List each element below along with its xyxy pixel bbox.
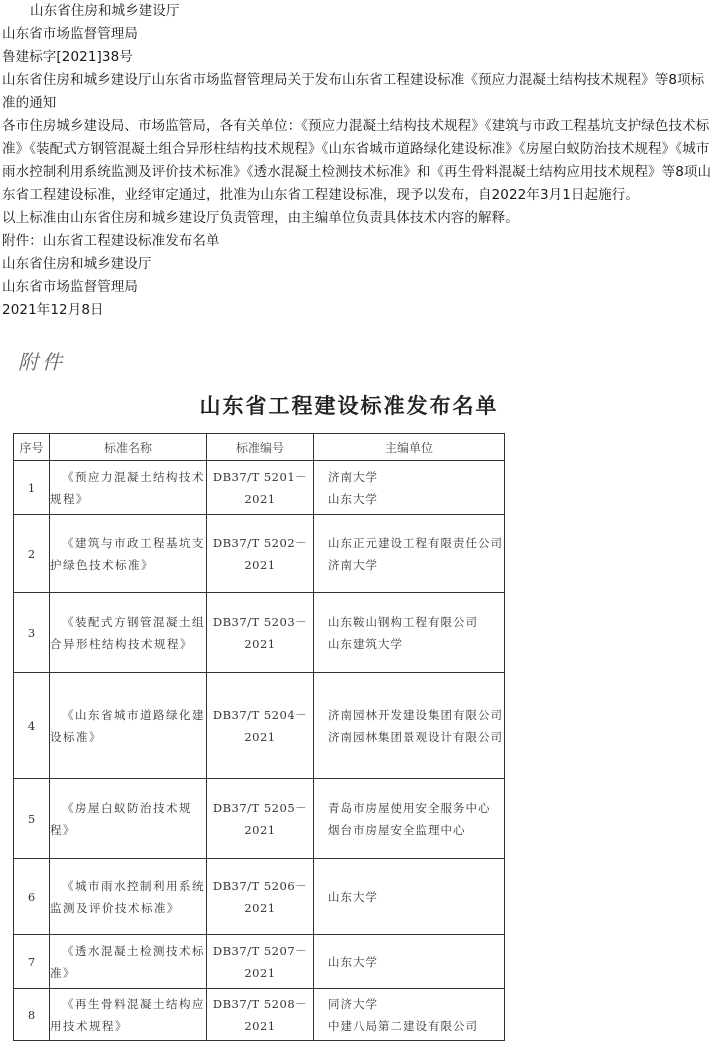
issuer-line-1: 山东省住房和城乡建设厅 — [30, 3, 180, 19]
table-row — [14, 673, 505, 779]
signature-2: 山东省市场监督管理局 — [2, 279, 138, 295]
code-part-a: DB37/T 5204－ — [212, 707, 308, 722]
unit-line: 济南大学 — [328, 557, 378, 572]
row-no: 6 — [14, 859, 50, 935]
code-part-b: 2021 — [244, 1018, 276, 1033]
row-no: 3 — [14, 593, 50, 673]
row-no: 7 — [14, 935, 50, 989]
attachment-line: 附件：山东省工程建设标准发布名单 — [2, 233, 220, 249]
code-part-b: 2021 — [244, 557, 276, 572]
code-part-a: DB37/T 5205－ — [212, 800, 308, 815]
standards-table — [13, 433, 505, 1041]
row-name: 《装配式方钢管混凝土组合异形柱结构技术规程》 — [50, 593, 207, 673]
code-part-a: DB37/T 5206－ — [212, 878, 308, 893]
row-units — [314, 673, 505, 779]
unit-line: 济南园林集团景观设计有限公司 — [328, 729, 503, 744]
unit-line: 山东鞍山钢构工程有限公司 — [328, 614, 478, 629]
unit-line: 中建八局第二建设有限公司 — [328, 1018, 478, 1033]
code-part-a: DB37/T 5208－ — [212, 996, 308, 1011]
table-row — [14, 989, 505, 1041]
notice-text — [0, 0, 718, 322]
code-part-a: DB37/T 5202－ — [212, 535, 308, 550]
signature-1: 山东省住房和城乡建设厅 — [2, 256, 152, 272]
table-row — [14, 515, 505, 593]
row-name: 《建筑与市政工程基坑支护绿色技术标准》 — [50, 515, 207, 593]
header-unit: 主编单位 — [314, 434, 505, 461]
table-row — [14, 935, 505, 989]
unit-line: 山东大学 — [328, 889, 378, 904]
table-row — [14, 779, 505, 859]
notice-paragraph-2: 以上标准由山东省住房和城乡建设厅负责管理，由主编单位负责具体技术内容的解释。 — [2, 210, 519, 226]
code-part-a: DB37/T 5203－ — [212, 614, 308, 629]
unit-line: 济南大学 — [328, 469, 378, 484]
row-no: 5 — [14, 779, 50, 859]
row-name: 《城市雨水控制利用系统监测及评价技术标准》 — [50, 859, 207, 935]
table-row — [14, 461, 505, 515]
row-code — [207, 515, 314, 593]
code-part-b: 2021 — [244, 900, 276, 915]
unit-line: 青岛市房屋使用安全服务中心 — [328, 800, 491, 815]
row-name: 《透水混凝土检测技术标准》 — [50, 935, 207, 989]
row-no: 8 — [14, 989, 50, 1041]
unit-line: 山东大学 — [328, 491, 378, 506]
unit-line: 济南园林开发建设集团有限公司 — [328, 707, 503, 722]
row-code — [207, 673, 314, 779]
code-part-a: DB37/T 5207－ — [212, 943, 308, 958]
notice-date: 2021年12月8日 — [2, 302, 104, 318]
notice-title: 山东省住房和城乡建设厅山东省市场监督管理局关于发布山东省工程建设标准《预应力混凝土结构技术规程》等8项标准的通知 — [2, 72, 705, 111]
code-part-b: 2021 — [244, 729, 276, 744]
row-units — [314, 461, 505, 515]
header-no: 序号 — [14, 434, 50, 461]
row-units — [314, 515, 505, 593]
unit-line: 山东大学 — [328, 954, 378, 969]
unit-line: 山东建筑大学 — [328, 636, 403, 651]
notice-paragraph-1: 各市住房城乡建设局、市场监管局，各有关单位：《预应力混凝土结构技术规程》《建筑与市政工程基坑支护绿色技术标准》《装配式方钢管混凝土组合异形柱结构技术规程》《山东省城市道路绿化建设标准》《房屋白蚁防治技术规程》《城市雨水控制利用系统监测及评价技术标准》《透水混凝土检测技术标准》和《再生骨料混凝土结构应用技术规程》等8项山东省工程建设标准，业经审定通过，批准为山东省工程建设标准，现予以发布，自2022年3月1日起施行。 — [2, 118, 712, 203]
row-name: 《再生骨料混凝土结构应用技术规程》 — [50, 989, 207, 1041]
unit-line: 山东正元建设工程有限责任公司 — [328, 535, 503, 550]
table-header-row — [14, 434, 505, 461]
row-code — [207, 935, 314, 989]
row-no: 2 — [14, 515, 50, 593]
header-code: 标准编号 — [207, 434, 314, 461]
row-units — [314, 779, 505, 859]
header-name: 标准名称 — [50, 434, 207, 461]
unit-line: 同济大学 — [328, 996, 378, 1011]
row-name: 《山东省城市道路绿化建设标准》 — [50, 673, 207, 779]
unit-line: 烟台市房屋安全监理中心 — [328, 822, 466, 837]
row-code — [207, 593, 314, 673]
list-title: 山东省工程建设标准发布名单 — [199, 394, 499, 418]
row-units — [314, 989, 505, 1041]
attachment-label: 附件 — [18, 350, 66, 374]
row-name: 《预应力混凝土结构技术规程》 — [50, 461, 207, 515]
row-units — [314, 593, 505, 673]
row-no: 4 — [14, 673, 50, 779]
row-code — [207, 989, 314, 1041]
row-code — [207, 779, 314, 859]
row-name: 《房屋白蚁防治技术规程》 — [50, 779, 207, 859]
code-part-b: 2021 — [244, 965, 276, 980]
row-code — [207, 859, 314, 935]
issuer-line-2: 山东省市场监督管理局 — [2, 26, 138, 42]
row-units — [314, 859, 505, 935]
code-part-a: DB37/T 5201－ — [212, 469, 308, 484]
table-row — [14, 593, 505, 673]
doc-number: 鲁建标字[2021]38号 — [2, 49, 133, 65]
table-row — [14, 859, 505, 935]
code-part-b: 2021 — [244, 822, 276, 837]
code-part-b: 2021 — [244, 636, 276, 651]
code-part-b: 2021 — [244, 491, 276, 506]
row-units — [314, 935, 505, 989]
row-no: 1 — [14, 461, 50, 515]
row-code — [207, 461, 314, 515]
